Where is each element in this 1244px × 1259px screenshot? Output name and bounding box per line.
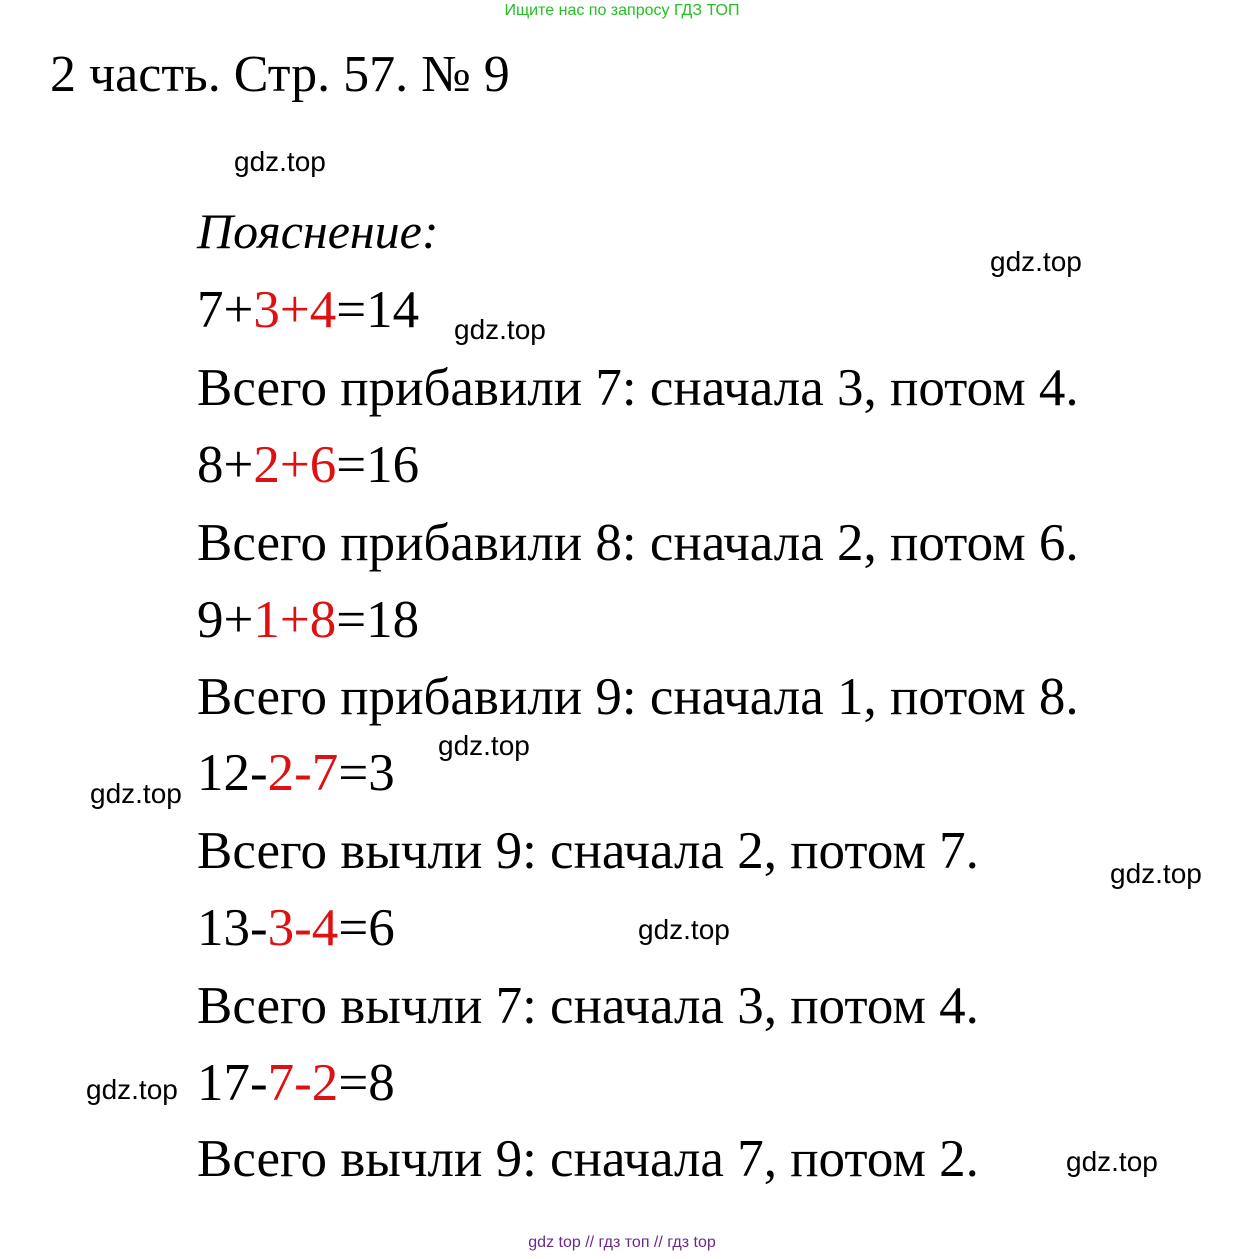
explanation-5: Всего вычли 7: сначала 3, потом 4. — [197, 977, 979, 1035]
equation-5-start: 13- — [197, 899, 268, 957]
equation-3-highlight: 1+8 — [253, 591, 337, 649]
equation-6-highlight: 7-2 — [267, 1054, 339, 1112]
footer-links: gdz top // гдз топ // гдз top — [528, 1234, 716, 1251]
equation-2 — [197, 436, 420, 494]
equation-5-result: =6 — [338, 899, 395, 957]
search-banner: Ищите нас по запросу ГДЗ ТОП — [504, 2, 740, 19]
equation-1-result: =14 — [336, 281, 420, 339]
equation-3-start: 9+ — [197, 591, 254, 649]
equation-5 — [197, 899, 395, 957]
watermark: gdz.top — [1110, 858, 1202, 889]
equation-1 — [197, 281, 420, 339]
explanation-6: Всего вычли 9: сначала 7, потом 2. — [197, 1130, 979, 1188]
equation-4-highlight: 2-7 — [267, 744, 339, 802]
explanation-2: Всего прибавили 8: сначала 2, потом 6. — [197, 514, 1079, 572]
watermark: gdz.top — [438, 730, 530, 761]
equation-6-start: 17- — [197, 1054, 268, 1112]
equation-4-result: =3 — [338, 744, 395, 802]
equation-3-result: =18 — [336, 591, 420, 649]
equation-2-result: =16 — [336, 436, 420, 494]
page-title: 2 часть. Стр. 57. № 9 — [50, 46, 510, 103]
watermark: gdz.top — [1066, 1146, 1158, 1177]
equation-4-start: 12- — [197, 744, 268, 802]
watermark: gdz.top — [86, 1074, 178, 1105]
watermark: gdz.top — [234, 146, 326, 177]
watermark: gdz.top — [90, 778, 182, 809]
equation-4 — [197, 744, 395, 802]
explanation-3: Всего прибавили 9: сначала 1, потом 8. — [197, 668, 1079, 726]
equation-2-highlight: 2+6 — [253, 436, 337, 494]
explanation-1: Всего прибавили 7: сначала 3, потом 4. — [197, 359, 1079, 417]
equation-6 — [197, 1054, 395, 1112]
watermark: gdz.top — [454, 314, 546, 345]
equation-6-result: =8 — [338, 1054, 395, 1112]
watermark: gdz.top — [638, 914, 730, 945]
equation-1-start: 7+ — [197, 281, 254, 339]
equation-5-highlight: 3-4 — [267, 899, 339, 957]
explanation-heading: Пояснение: — [197, 203, 439, 259]
equation-3 — [197, 591, 420, 649]
equation-2-start: 8+ — [197, 436, 254, 494]
equation-1-highlight: 3+4 — [253, 281, 337, 339]
watermark: gdz.top — [990, 246, 1082, 277]
explanation-4: Всего вычли 9: сначала 2, потом 7. — [197, 822, 979, 880]
